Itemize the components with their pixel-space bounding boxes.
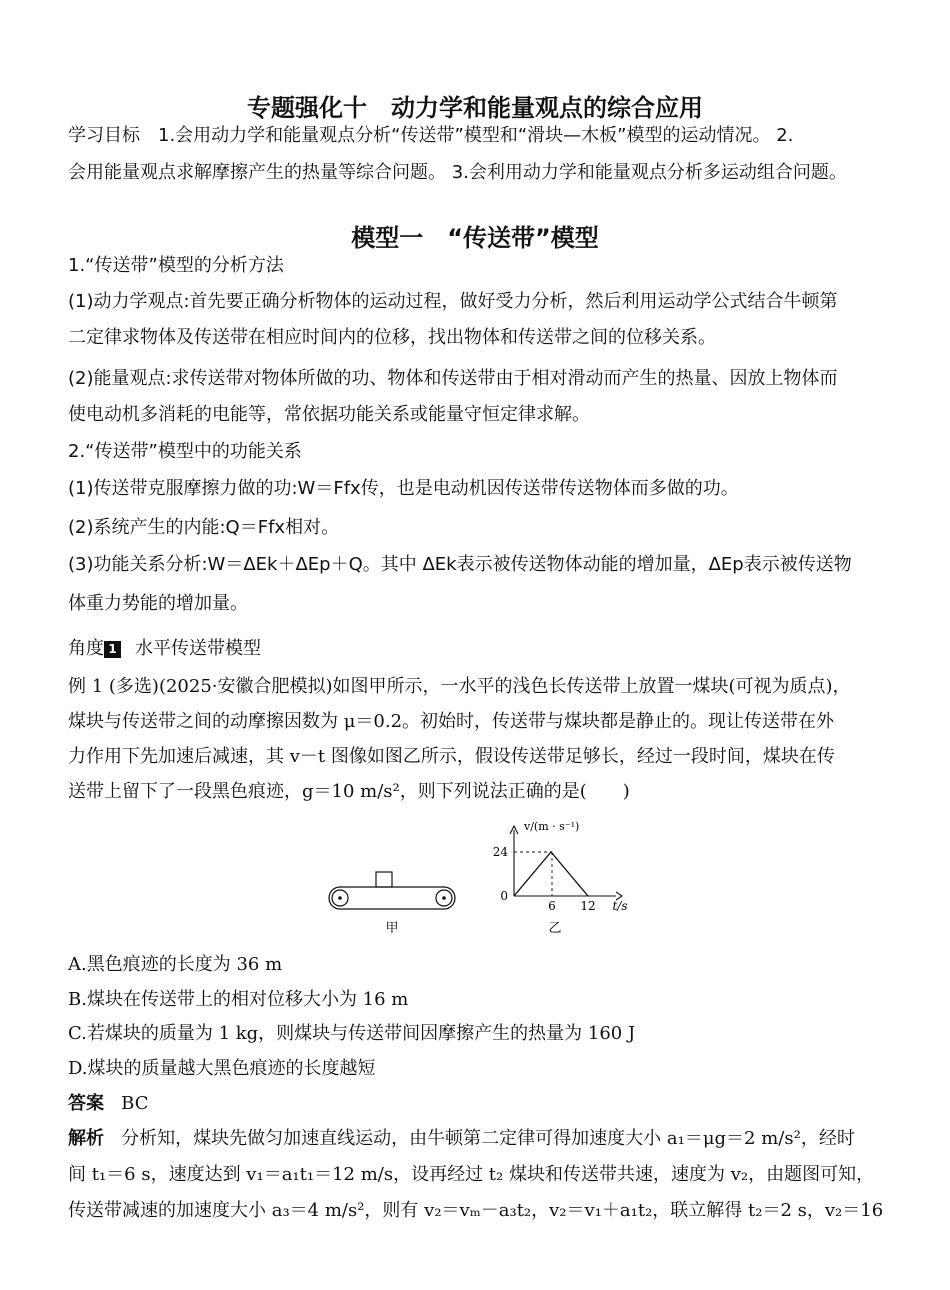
body-text: (2)能量观点:求传送带对物体所做的功、物体和传送带由于相对滑动而产生的热量、因放上物体而	[68, 368, 838, 389]
x-tick-6: 6	[548, 899, 556, 913]
body-text: (1)动力学观点:首先要正确分析物体的运动过程，做好受力分析，然后利用运动学公式结合牛顿第	[68, 291, 838, 312]
subheading-energy-relations: 2.“传送带”模型中的功能关系	[68, 441, 302, 462]
subheading-analysis-method: 1.“传送带”模型的分析方法	[68, 255, 284, 276]
example-text: 煤块与传送带之间的动摩擦因数为 μ＝0.2。初始时，传送带与煤块都是静止的。现让传送带在外	[68, 711, 835, 732]
example-text: 力作用下先加速后减速，其 v－t 图像如图乙所示，假设传送带足够长，经过一段时间，煤块在传	[68, 746, 835, 767]
option-b: B.煤块在传送带上的相对位移大小为 16 m	[68, 989, 409, 1010]
page-title: 专题强化十 动力学和能量观点的综合应用	[247, 94, 703, 122]
analysis-line-1	[68, 1127, 855, 1151]
x-axis-label: t/s	[612, 899, 628, 913]
coal-block	[376, 872, 392, 887]
answer-line	[68, 1092, 149, 1116]
option-d: D.煤块的质量越大黑色痕迹的长度越短	[68, 1058, 376, 1079]
figure-svg	[320, 812, 630, 942]
caption-yi: 乙	[548, 921, 562, 936]
body-text: 二定律求物体及传送带在相应时间内的位移，找出物体和传送带之间的位移关系。	[68, 327, 716, 348]
y-axis-label: v/(m · s⁻¹)	[524, 820, 580, 833]
caption-jia: 甲	[385, 921, 399, 936]
x-tick-12: 12	[580, 899, 596, 913]
answer-value: BC	[121, 1093, 149, 1114]
example-text: 例 1 (多选)(2025·安徽合肥模拟)如图甲所示，一水平的浅色长传送带上放置一煤块(可视为质点)，	[68, 676, 851, 697]
body-text: 体重力势能的增加量。	[68, 593, 248, 614]
example-text: 送带上留下了一段黑色痕迹，g＝10 m/s²，则下列说法正确的是( )	[68, 781, 630, 802]
analysis-text: 分析知，煤块先做匀加速直线运动，由牛顿第二定律可得加速度大小 a₁＝μg＝2 m/s²，经时	[121, 1128, 855, 1149]
y-tick-24: 24	[492, 845, 508, 859]
vt-graph	[493, 820, 628, 936]
vt-line-series	[514, 852, 588, 896]
left-pulley-axle	[338, 896, 342, 900]
example-figure	[320, 812, 630, 942]
body-text: 使电动机多消耗的电能等，常依据功能关系或能量守恒定律求解。	[68, 404, 590, 425]
body-text: (1)传送带克服摩擦力做的功:W＝Ffx传，也是电动机因传送带传送物体而多做的功。	[68, 478, 739, 499]
angle-number-badge: 1	[104, 641, 121, 658]
body-text: (3)功能关系分析:W＝ΔEk＋ΔEp＋Q。其中 ΔEk表示被传送物体动能的增加量，ΔEp表示被传送物	[68, 554, 852, 575]
answer-label: 答案	[68, 1093, 104, 1114]
body-text: (2)系统产生的内能:Q＝Ffx相对。	[68, 517, 340, 538]
right-pulley-axle	[442, 896, 446, 900]
section-title: 模型一 “传送带”模型	[351, 224, 599, 252]
analysis-line-2: 间 t₁＝6 s，速度达到 v₁＝a₁t₁＝12 m/s，设再经过 t₂ 煤块和传送带共速，速度为 v₂，由题图可知，	[68, 1164, 875, 1185]
learning-objectives-line-2: 会用能量观点求解摩擦产生的热量等综合问题。 3.会利用动力学和能量观点分析多运动组合问题。	[68, 162, 847, 183]
option-c: C.若煤块的质量为 1 kg，则煤块与传送带间因摩擦产生的热量为 160 J	[68, 1023, 636, 1044]
option-a: A.黑色痕迹的长度为 36 m	[68, 954, 283, 975]
conveyor-belt-diagram	[329, 872, 455, 936]
analysis-label: 解析	[68, 1128, 104, 1149]
angle-title: 水平传送带模型	[135, 638, 261, 659]
origin-label: 0	[500, 889, 508, 903]
angle-heading	[68, 637, 261, 661]
angle-prefix: 角度	[68, 638, 104, 659]
analysis-line-3: 传送带减速的加速度大小 a₃＝4 m/s²，则有 v₂＝vₘ－a₃t₂，v₂＝v₁＋a₁t₂，联立解得 t₂＝2 s，v₂＝16	[68, 1200, 884, 1221]
learning-objectives-line-1: 学习目标 1.会用动力学和能量观点分析“传送带”模型和“滑块—木板”模型的运动情况。 2.	[68, 125, 794, 146]
